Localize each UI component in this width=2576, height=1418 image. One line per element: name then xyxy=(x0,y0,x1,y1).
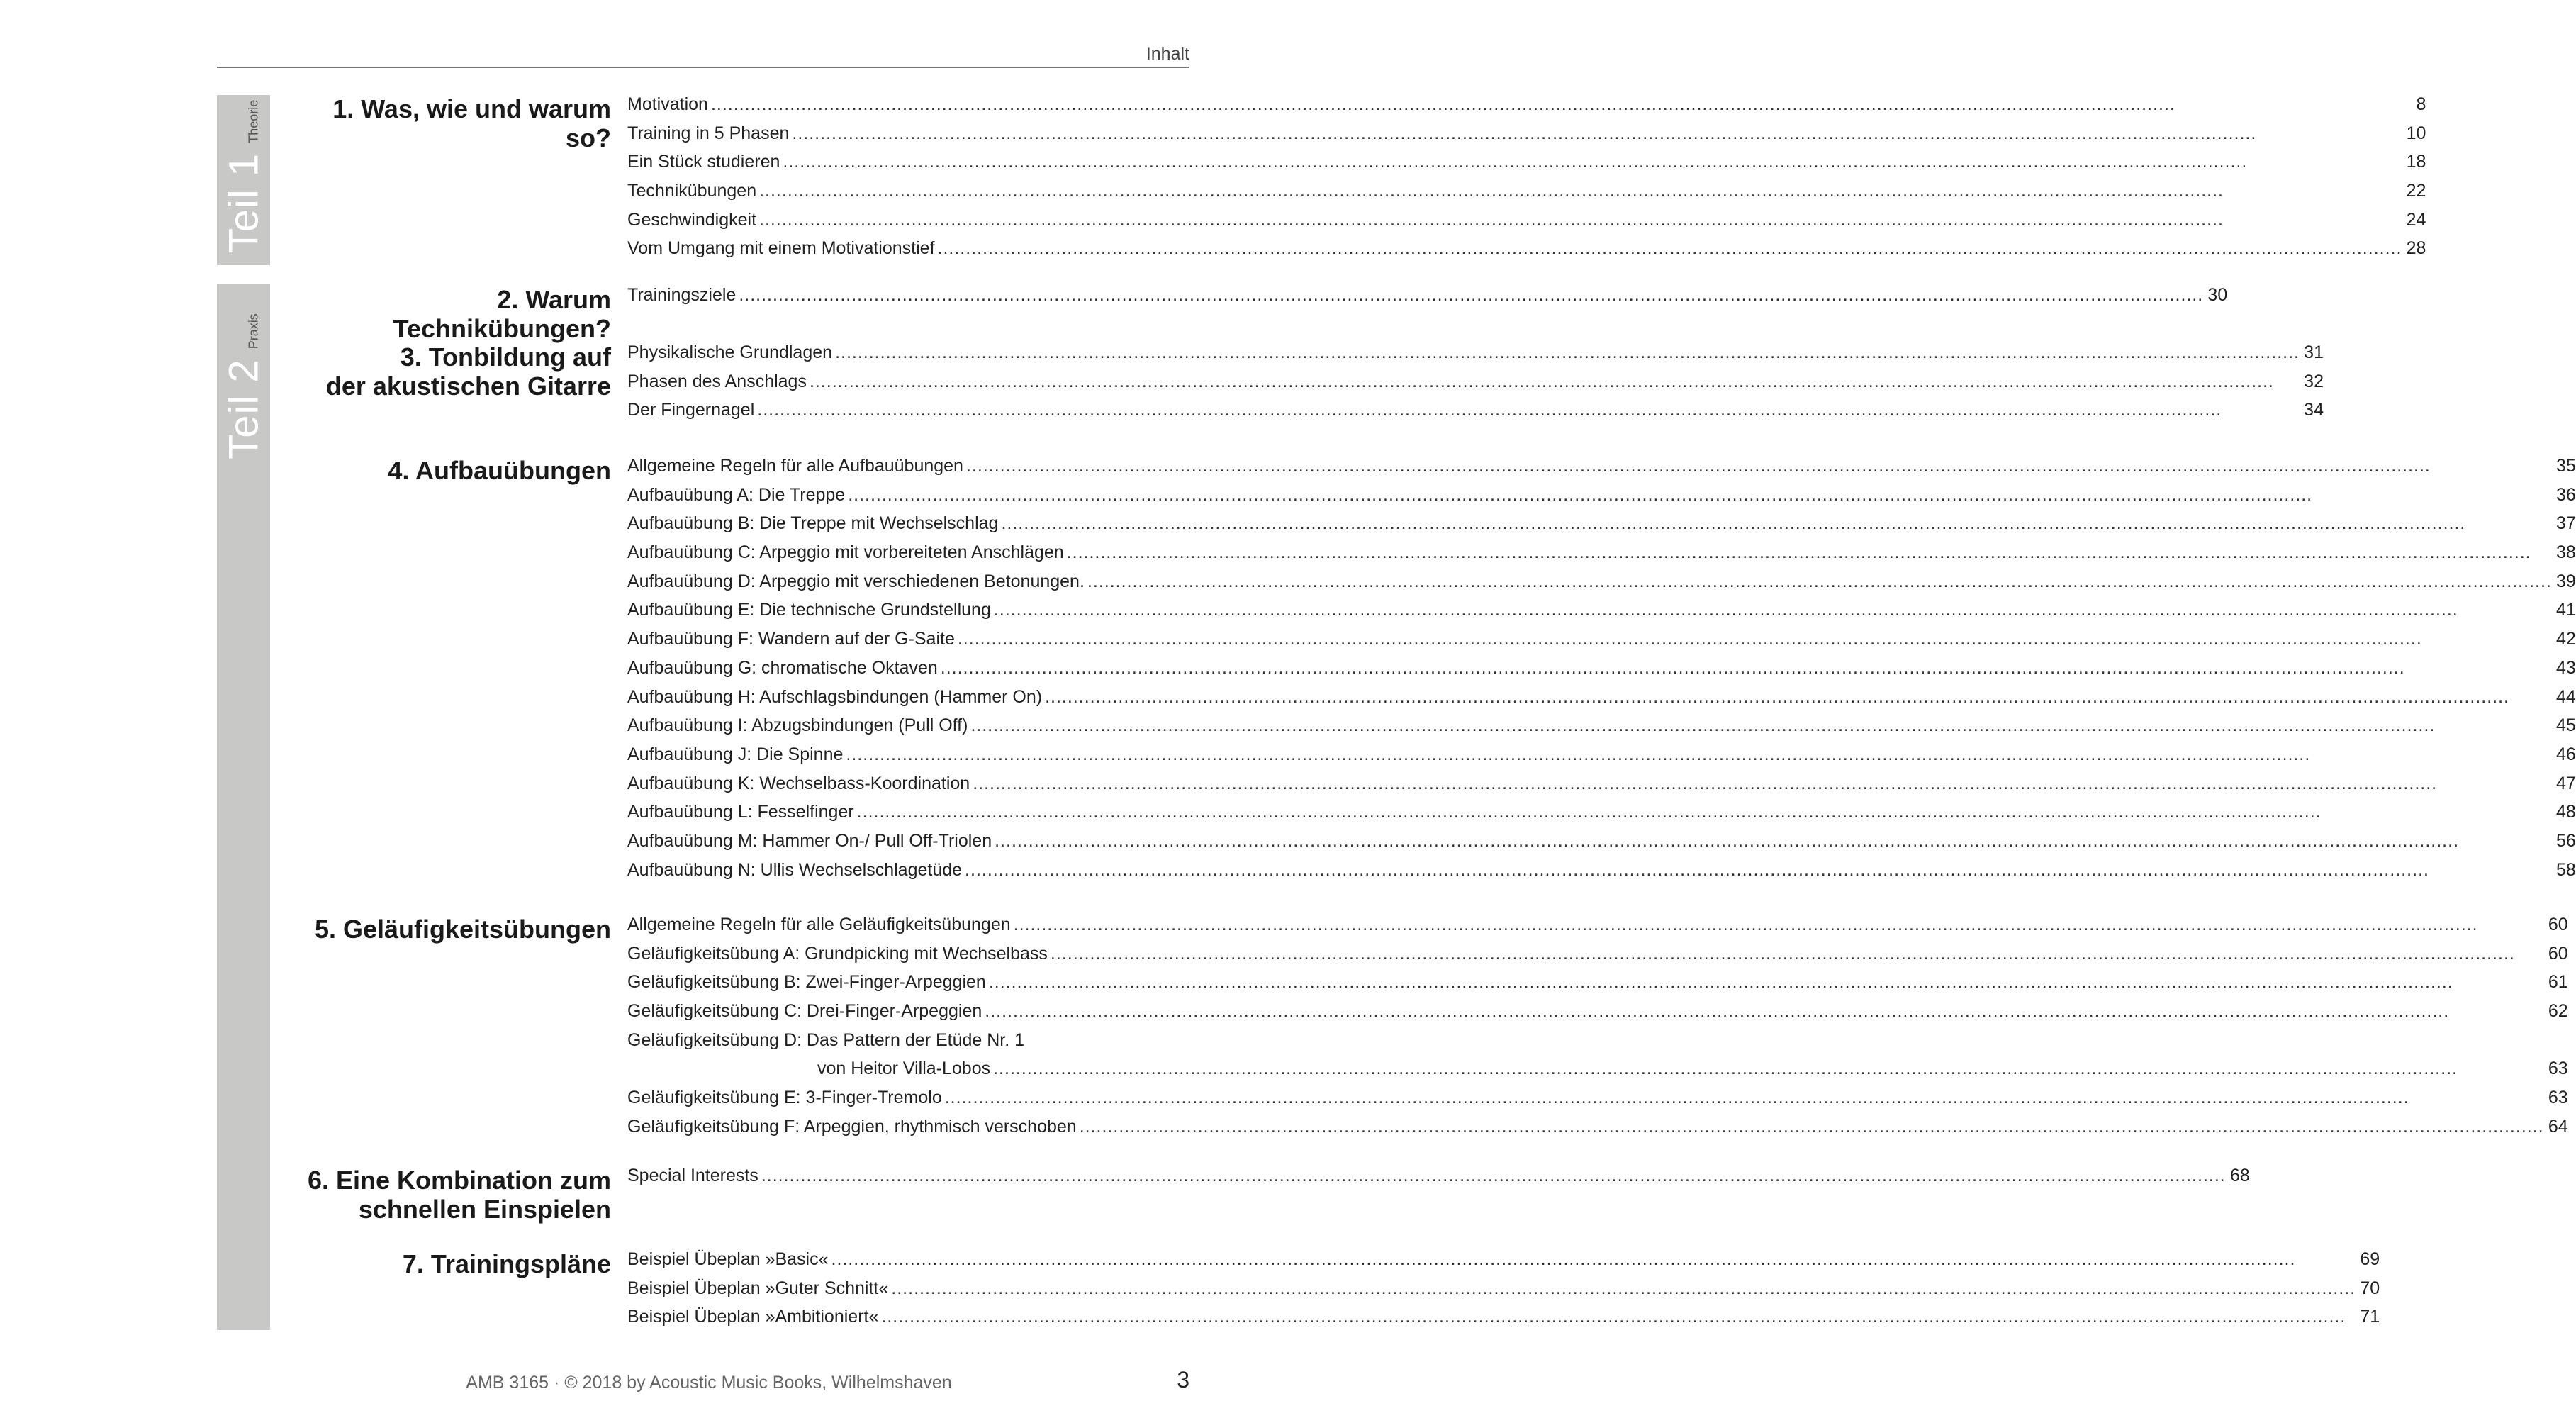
toc-entry-list xyxy=(627,915,2568,1146)
chapter-title xyxy=(284,1249,627,1336)
dot-leader xyxy=(1014,915,2544,935)
toc-entry-page: 41 xyxy=(2556,600,2576,620)
toc-entry-label: Training in 5 Phasen xyxy=(627,123,790,143)
chapter-title-line: 7. Trainingspläne xyxy=(402,1249,611,1278)
toc-entry[interactable] xyxy=(627,944,2568,973)
toc-entry[interactable] xyxy=(627,456,2576,485)
toc-entry-label: Technikübungen xyxy=(627,181,757,201)
toc-entry[interactable] xyxy=(627,1249,2380,1278)
toc-entry-page: 34 xyxy=(2304,400,2324,420)
toc-entry-label: Geläufigkeitsübung F: Arpeggien, rhythmisch verschoben xyxy=(627,1116,1077,1137)
dot-leader xyxy=(711,94,2402,115)
toc-section xyxy=(284,915,2568,1146)
toc-entry[interactable] xyxy=(627,1307,2380,1336)
toc-entry-page: 42 xyxy=(2556,629,2576,649)
toc-entry[interactable] xyxy=(627,94,2426,123)
dot-leader xyxy=(1087,571,2552,592)
dot-leader xyxy=(1045,687,2552,708)
dot-leader xyxy=(985,1001,2543,1022)
toc-section xyxy=(284,285,2228,343)
toc-entry-list xyxy=(627,1166,2250,1224)
toc-entry-label: Geschwindigkeit xyxy=(627,209,757,230)
toc-entry[interactable] xyxy=(627,485,2576,514)
toc-entry[interactable] xyxy=(627,802,2576,831)
toc-entry-label: Aufbauübung C: Arpeggio mit vorbereiteten Anschlägen xyxy=(627,542,1064,563)
toc-entry-label: Aufbauübung B: Die Treppe mit Wechselschlag xyxy=(627,513,999,534)
dot-leader xyxy=(945,1088,2544,1108)
toc-entry[interactable] xyxy=(627,152,2426,181)
toc-entry[interactable] xyxy=(627,372,2324,401)
toc-entry[interactable] xyxy=(627,210,2426,239)
chapter-title xyxy=(284,456,627,888)
toc-entry[interactable] xyxy=(627,972,2568,1001)
dot-leader xyxy=(835,342,2300,363)
toc-section xyxy=(284,94,2426,267)
toc-entry[interactable] xyxy=(627,1088,2568,1117)
toc-entry-page: 60 xyxy=(2548,915,2568,934)
toc-entry[interactable] xyxy=(627,342,2324,372)
toc-entry[interactable] xyxy=(627,513,2576,542)
part-sublabel: Praxis xyxy=(246,313,260,350)
dot-leader xyxy=(1051,944,2544,964)
dot-leader xyxy=(846,744,2551,765)
part-tab-1 xyxy=(217,95,270,265)
chapter-title-line: 3. Tonbildung auf xyxy=(400,342,611,372)
toc-entry-page: 45 xyxy=(2556,715,2576,736)
toc-entry-label: Motivation xyxy=(627,94,708,114)
dot-leader xyxy=(938,238,2402,259)
part-label: Teil 2 xyxy=(220,359,267,459)
toc-entry-page: 8 xyxy=(2416,94,2426,114)
toc-entry-page: 46 xyxy=(2556,744,2576,764)
part-label: Teil 1 xyxy=(220,152,267,254)
toc-entry[interactable] xyxy=(627,658,2576,687)
dot-leader xyxy=(881,1307,2356,1327)
footer-copyright: AMB 3165 · © 2018 by Acoustic Music Books, Wilhelmshaven xyxy=(466,1373,952,1392)
dot-leader xyxy=(989,972,2544,993)
dot-leader xyxy=(810,372,2300,392)
toc-entry-page: 28 xyxy=(2406,238,2426,259)
toc-entry-label: Aufbauübung D: Arpeggio mit verschiedenen Betonungen. xyxy=(627,571,1085,591)
toc-entry-label: Aufbauübung A: Die Treppe xyxy=(627,484,846,505)
dot-leader xyxy=(995,831,2552,852)
toc-entry[interactable] xyxy=(627,1117,2568,1146)
chapter-title xyxy=(284,342,627,429)
toc-entry[interactable] xyxy=(627,123,2426,152)
toc-entry-page: 64 xyxy=(2548,1116,2568,1137)
toc-entry-label: Aufbauübung N: Ullis Wechselschlagetüde xyxy=(627,859,963,880)
toc-entry[interactable] xyxy=(627,285,2227,314)
toc-entry-page: 47 xyxy=(2556,773,2576,793)
toc-entry-label: Geläufigkeitsübung B: Zwei-Finger-Arpeggien xyxy=(627,972,986,993)
toc-entry[interactable] xyxy=(627,715,2576,744)
part-tab-2 xyxy=(217,284,270,1330)
toc-entry-label: Aufbauübung E: Die technische Grundstellung xyxy=(627,600,991,620)
dot-leader xyxy=(759,210,2402,230)
chapter-title-line: 6. Eine Kombination zum xyxy=(307,1166,611,1195)
toc-entry-label: Aufbauübung K: Wechselbass-Koordination xyxy=(627,773,970,793)
toc-entry[interactable] xyxy=(627,571,2576,601)
toc-entry-label: Aufbauübung H: Aufschlagsbindungen (Hammer On) xyxy=(627,686,1043,707)
toc-entry-page: 18 xyxy=(2406,152,2426,172)
toc-entry[interactable] xyxy=(627,774,2576,803)
toc-entry-label: Geläufigkeitsübung A: Grundpicking mit Wechselbass xyxy=(627,943,1048,964)
toc-entry-label: Beispiel Übeplan »Basic« xyxy=(627,1249,829,1269)
chapter-title-line: der akustischen Gitarre xyxy=(325,372,611,401)
dot-leader xyxy=(965,860,2552,881)
toc-entry-list xyxy=(627,94,2426,267)
toc-entry-label: Aufbauübung F: Wandern auf der G-Saite xyxy=(627,629,955,649)
part-sublabel: Theorie xyxy=(246,99,260,143)
toc-entry-label: Aufbauübung G: chromatische Oktaven xyxy=(627,657,938,678)
toc-entry-label: Trainingsziele xyxy=(627,285,737,305)
toc-entry[interactable] xyxy=(627,860,2576,889)
chapter-title-line: 2. Warum Technikübungen? xyxy=(393,285,611,343)
toc-entry-page: 44 xyxy=(2556,686,2576,707)
toc-entry-page: 48 xyxy=(2556,802,2576,822)
toc-entry-page: 70 xyxy=(2360,1278,2380,1298)
toc-entry-page: 38 xyxy=(2556,542,2576,563)
toc-entry[interactable] xyxy=(627,1166,2250,1195)
toc-entry[interactable] xyxy=(627,400,2324,429)
chapter-title xyxy=(284,915,627,1146)
toc-entry-page: 63 xyxy=(2548,1059,2568,1079)
dot-leader xyxy=(831,1249,2356,1270)
dot-leader xyxy=(1080,1117,2544,1137)
dot-leader xyxy=(994,600,2552,620)
toc-entry-list xyxy=(627,285,2227,343)
toc-entry-label: Aufbauübung M: Hammer On-/ Pull Off-Triolen xyxy=(627,830,992,851)
toc-entry-label: Vom Umgang mit einem Motivationstief xyxy=(627,238,935,259)
toc-section xyxy=(284,342,2324,429)
dot-leader xyxy=(970,715,2551,736)
toc-entry-label: Aufbauübung I: Abzugsbindungen (Pull Off) xyxy=(627,715,968,736)
dot-leader xyxy=(973,774,2552,794)
chapter-title xyxy=(284,1166,627,1224)
dot-leader xyxy=(966,456,2552,476)
toc-entry-label: Special Interests xyxy=(627,1166,758,1185)
toc-entry-page: 37 xyxy=(2556,513,2576,534)
toc-entry-page: 32 xyxy=(2304,371,2324,391)
toc-entry[interactable] xyxy=(627,1059,2568,1088)
toc-entry-label: Physikalische Grundlagen xyxy=(627,342,833,362)
toc-entry-label: Phasen des Anschlags xyxy=(627,371,807,391)
dot-leader xyxy=(857,802,2552,822)
toc-entry-page: 36 xyxy=(2556,484,2576,505)
toc-entry-list xyxy=(627,342,2324,429)
toc-entry-page: 58 xyxy=(2556,859,2576,880)
toc-entry-page: 22 xyxy=(2406,181,2426,201)
toc-entry-page: 56 xyxy=(2556,830,2576,851)
dot-leader xyxy=(739,285,2203,306)
dot-leader xyxy=(1067,542,2552,563)
toc-entry[interactable] xyxy=(627,238,2426,267)
toc-entry-label: Aufbauübung L: Fesselfinger xyxy=(627,802,854,822)
toc-entry[interactable] xyxy=(627,629,2576,658)
toc-entry[interactable] xyxy=(627,181,2426,210)
toc-section xyxy=(284,1249,2380,1336)
toc-entry[interactable] xyxy=(627,1001,2568,1030)
toc-entry-label: Beispiel Übeplan »Ambitioniert« xyxy=(627,1307,879,1327)
dot-leader xyxy=(783,152,2402,172)
toc-entry-page: 63 xyxy=(2548,1088,2568,1108)
chapter-title-line: 5. Geläufigkeitsübungen xyxy=(314,915,611,944)
dot-leader xyxy=(761,1166,2226,1186)
toc-entry-page: 61 xyxy=(2548,972,2568,993)
dot-leader xyxy=(848,485,2552,506)
chapter-title xyxy=(284,94,627,267)
toc-entry[interactable] xyxy=(627,600,2576,629)
header-rule xyxy=(217,67,1189,68)
dot-leader xyxy=(757,400,2300,420)
toc-entry-page: 68 xyxy=(2229,1166,2250,1185)
dot-leader xyxy=(941,658,2552,679)
dot-leader xyxy=(891,1278,2356,1299)
toc-entry[interactable] xyxy=(627,542,2576,571)
chapter-title-line: 1. Was, wie und warum so? xyxy=(332,94,611,152)
dot-leader xyxy=(993,1059,2544,1079)
toc-entry-page: 62 xyxy=(2548,1001,2568,1022)
toc-entry[interactable] xyxy=(627,1030,2568,1059)
toc-entry-label: Aufbauübung J: Die Spinne xyxy=(627,744,844,764)
toc-entry[interactable] xyxy=(627,831,2576,860)
toc-entry-page: 43 xyxy=(2556,657,2576,678)
toc-entry-label: von Heitor Villa-Lobos xyxy=(817,1059,991,1079)
toc-entry-page: 39 xyxy=(2556,571,2576,591)
toc-entry[interactable] xyxy=(627,687,2576,716)
toc-entry-page: 71 xyxy=(2360,1307,2380,1327)
dot-leader xyxy=(759,181,2402,201)
chapter-title-line: 4. Aufbauübungen xyxy=(388,456,611,485)
running-head: Inhalt xyxy=(1146,44,1189,64)
toc-entry-label: Ein Stück studieren xyxy=(627,152,780,172)
chapter-title-line: schnellen Einspielen xyxy=(358,1195,611,1224)
toc-entry-label: Der Fingernagel xyxy=(627,400,755,420)
toc-entry-list xyxy=(627,456,2576,888)
dot-leader xyxy=(958,629,2552,649)
toc-entry-label: Geläufigkeitsübung E: 3-Finger-Tremolo xyxy=(627,1088,942,1108)
dot-leader xyxy=(792,123,2402,144)
toc-entry-label: Beispiel Übeplan »Guter Schnitt« xyxy=(627,1278,889,1298)
toc-entry-page: 10 xyxy=(2406,123,2426,143)
toc-entry-label: Allgemeine Regeln für alle Geläufigkeitsübungen xyxy=(627,915,1011,934)
toc-section xyxy=(284,1166,2250,1224)
toc-entry-page: 35 xyxy=(2556,456,2576,476)
toc-entry-page: 31 xyxy=(2304,342,2324,362)
toc-entry[interactable] xyxy=(627,915,2568,944)
toc-entry-label: Allgemeine Regeln für alle Aufbauübungen xyxy=(627,456,963,476)
toc-entry-label: Geläufigkeitsübung C: Drei-Finger-Arpeggien xyxy=(627,1001,982,1022)
dot-leader xyxy=(1001,513,2551,534)
toc-entry[interactable] xyxy=(627,1278,2380,1307)
page-number: 3 xyxy=(1177,1367,1189,1392)
toc-entry-page: 30 xyxy=(2207,285,2228,305)
toc-section xyxy=(284,456,2576,888)
toc-entry-page: 69 xyxy=(2360,1249,2380,1269)
toc-entry-page: 60 xyxy=(2548,943,2568,964)
toc-entry-list xyxy=(627,1249,2380,1336)
toc-entry-label: Geläufigkeitsübung D: Das Pattern der Etüde Nr. 1 xyxy=(627,1029,1025,1050)
toc-entry[interactable] xyxy=(627,744,2576,774)
chapter-title xyxy=(284,285,627,343)
toc-entry-page: 24 xyxy=(2406,209,2426,230)
